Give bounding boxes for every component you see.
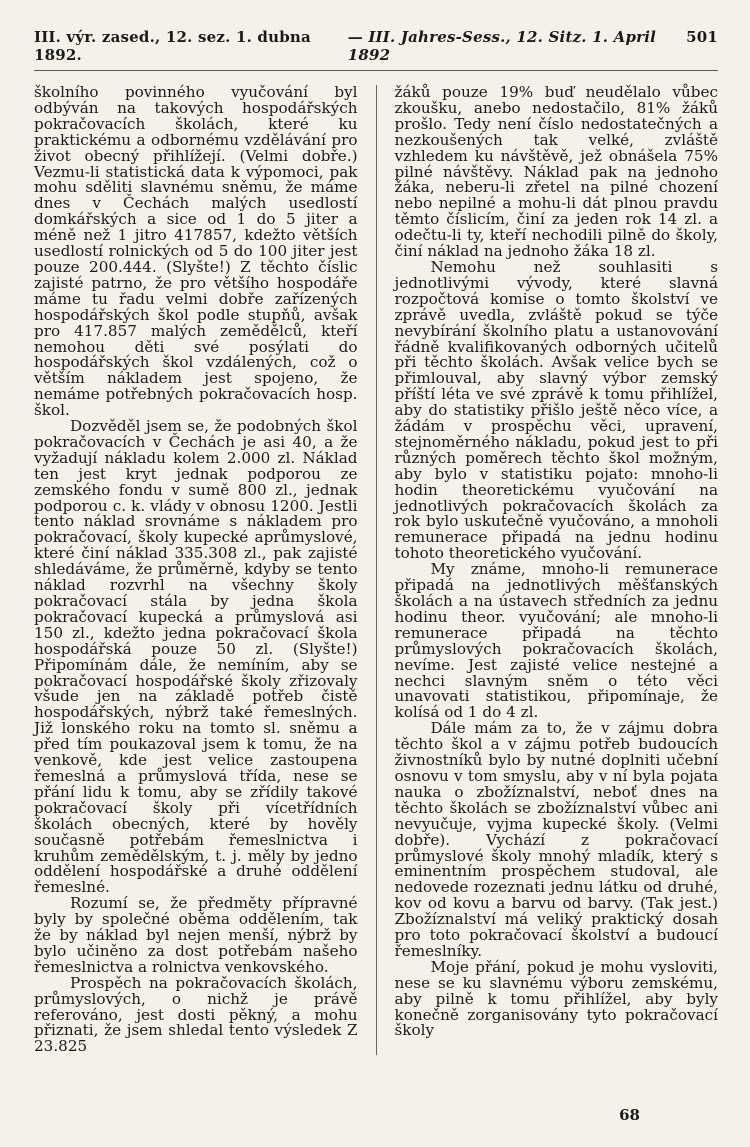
paragraph: My známe, mnoho-li remunerace připadá na jednotlivých měšťanských školách a na ústavech středních za jednu hodinu theor. vyučování; ale mnoho-li remunerace připadá na těchto průmyslových pokračovacích školách, nevíme. Jest zajisté velice nestejné a nechci slavným sněm o této věci unavovati statistikou, připomínaje, že kolísá od 1 do 4 zl. [394,560,719,722]
header-center: — III. Jahres-Sess., 12. Sitz. 1. April 1892 [347,28,657,64]
header-left: III. výr. zased., 12. sez. 1. dubna 1892. [34,28,311,64]
paragraph: Moje přání, pokud je mohu vysloviti, nese se ku slavnému výboru zemskému, aby pilně k tomu přihlížel, aby byly konečně zorganisovány tyto pokračovací školy [394,957,719,1040]
paragraph: školního povinného vyučování byl odbýván na takových hospodářských pokračovacích školách, které ku praktickému a odbornému vzdělávání pro život obecný přihlížejí. (Velmi dobře.) Vezmu-li statistická data k výpomoci, pak mohu sděliti slavnému sněmu, že máme dnes v Čechách malých usedlostí domkářských a sice od 1 do 5 jiter a méně než 1 jitro 417857, kdežto větších usedlostí rolnických od 5 do 100 jiter jest pouze 200.444. (Slyšte!) Z těchto číslic zajisté patrno, že pro většího hospodáře máme tu řadu velmi dobře zařízených hospodářských škol podle stupňů, avšak pro 417.857 malých zemědělců, kteří nemohou děti své posýlati do hospodářských škol vzdálených, což o větším nákladem jest spojeno, že nemáme potřebných pokračovacích hosp. škol. [34,83,358,420]
paragraph: Dozvěděl jsem se, že podobných škol pokračovacích v Čechách je asi 40, a že vyžadují nákladu kolem 2.000 zl. Náklad ten jest kryt jednak podporou ze zemského fondu v sumě 800 zl., jednak podporou c. k. vlády v obnosu 1200. Jestli tento náklad srovnáme s nákladem pro pokračovací, školy kupecké aprůmyslové, které činí náklad 335.308 zl., pak zajisté shledáváme, že průměrně, kdyby se tento náklad rozvrhl na všechny školy pokračovací stála by jedna škola pokračovací kupecká a průmyslová asi 150 zl., kdežto jedna pokračovací škola hospodářská pouze 50 zl. (Slyšte!) Připomínám dále, že nemíním, aby se pokračovací hospodářské školy zřizovaly všude jen na základě potřeb čistě hospodářských, nýbrž také řemeslných. Již lonského roku na tomto sl. sněmu a před tím poukazoval jsem k tomu, že na venkově, kde jest velice zastoupena řemeslná a průmyslová třída, nese se přání lidu k tomu, aby se zřídily takové pokračovací školy při vícetřídních školách obecných, které by hověly současně potřebám řemeslnictva i kruhům zemědělským, t. j. měly by jedno oddělení hospodářské a druhé oddělení řemeslné. [34,417,358,897]
text-columns [34,85,718,1055]
left-column [34,85,358,1055]
paragraph: Nemohu než souhlasiti s jednotlivými vývody, které slavná rozpočtová komise o tomto školství ve zprávě uvedla, zvláště pokud se týče nevybírání školního platu a ustanovování řádně kvalifikovaných odborných učitelů při těchto školách. Avšak velice bych se přimlouval, aby slavný výbor zemský příští léta ve své zprávě k tomu přihlížel, aby do statistiky přišlo ještě něco více, a žádám v prospěchu věci, upravení, stejnoměrného nákladu, pokud jest to při různých poměrech těchto škol možným, aby bylo v statistiku pojato: mnoho-li hodin theoretickému vyučování na jednotlivých pokračovacích školách za rok bylo uskutečně vyučováno, a mnoholi remunerace připadá na jednu hodinu tohoto theoretického vyučování. [394,257,719,563]
column-divider [376,85,377,1055]
paragraph: žáků pouze 19% buď neudělalo vůbec zkoušku, anebo nedostačilo, 81% žáků prošlo. Tedy není číslo nedostatečných a nezkoušených tak velké, zvláště vzhledem ku návštěvě, jež obnášela 75% pilné návštěvy. Náklad pak na jednoho žáka, neberu-li zřetel na pilné chození nebo nepilné a mohu-li dát plnou pravdu těmto číslicím, činí za jeden rok 14 zl. a odečtu-li ty, kteří nechodili pilně do školy, činí náklad na jednoho žáka 18 zl. [394,83,719,261]
paragraph: Prospěch na pokračovacích školách, průmyslových, o nichž je právě referováno, jest dosti pěkný, a mohu přiznati, že jsem shledal tento výsledek Z 23.825 [34,973,358,1056]
page-number: 501 [686,28,718,46]
paragraph: Rozumí se, že předměty přípravné byly by společné oběma oddělením, tak že by náklad byl nejen menší, nýbrž by bylo učiněno za dost potřebám našeho řemeslnictva a rolnictva venkovského. [34,894,358,976]
running-header [34,28,718,71]
signature-mark: 68 [619,1106,640,1124]
paragraph: Dále mám za to, že v zájmu dobra těchto škol a v zájmu potřeb budoucích živnostníků bylo by nutné doplniti učební osnovu v tom smyslu, aby v ní byla pojata nauka o zbožíznalství, neboť dnes na těchto školách se zbožíznalství vůbec ani nevyučuje, vyjma kupecké školy. (Velmi dobře). Vychází z pokračovací průmyslové školy mnohý mladík, který s eminentním prospěchem studoval, ale nedovede rozeznati jednu látku od druhé, kov od kovu a barvu od barvy. (Tak jest.) Zbožíznalství má veliký praktický dosah pro toto pokračovací školství a budoucí řemeslníky. [394,719,719,960]
right-column [395,85,719,1055]
